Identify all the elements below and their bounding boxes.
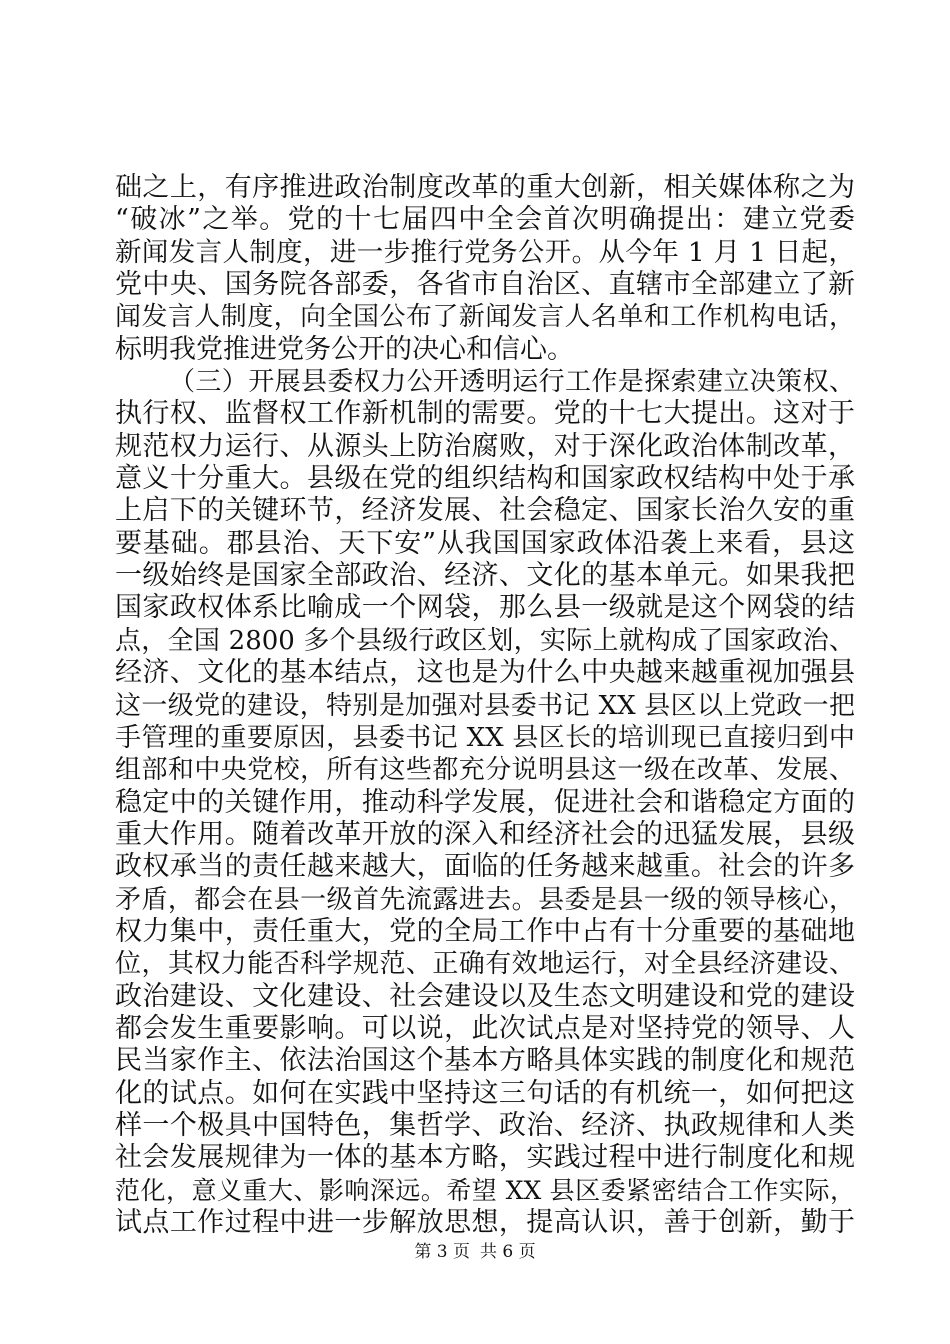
- page-total: 共 6 页: [480, 1242, 536, 1262]
- text-line: （三）开展县委权力公开透明运行工作是探索建立决策权、: [169, 367, 855, 398]
- text-line: 标明我党推进党务公开的决心和信心。: [115, 333, 574, 365]
- text-line: 经济、文化的基本结点，这也是为什么中央越来越重视加强县: [115, 657, 855, 689]
- text-line: 闻发言人制度，向全国公布了新闻发言人名单和工作机构电话，: [115, 302, 855, 333]
- page-number: 第 3 页: [414, 1242, 470, 1262]
- text-line: 意义十分重大。县级在党的组织结构和国家政权结构中处于承: [115, 463, 855, 495]
- text-line: 一级始终是国家全部政治、经济、文化的基本单元。如果我把: [115, 560, 855, 592]
- text-line: 执行权、监督权工作新机制的需要。党的十七大提出。这对于: [115, 398, 855, 430]
- text-line: 础之上，有序推进政治制度改革的重大创新，相关媒体称之为: [115, 172, 855, 203]
- document-body: [115, 172, 855, 1239]
- text-line: “破冰”之举。党的十七届四中全会首次明确提出：建立党委: [115, 204, 855, 236]
- page-footer: [0, 1240, 950, 1264]
- text-line: 新闻发言人制度，进一步推行党务公开。从今年 1 月 1 日起，: [115, 236, 855, 268]
- text-line: 化的试点。如何在实践中坚持这三句话的有机统一，如何把这: [115, 1077, 855, 1109]
- text-line: 组部和中央党校，所有这些都充分说明县这一级在改革、发展、: [115, 755, 855, 786]
- text-line: 国家政权体系比喻成一个网袋，那么县一级就是这个网袋的结: [115, 592, 855, 624]
- text-line: 要基础。郡县治、天下安”从我国国家政体沿袭上来看，县这: [115, 527, 855, 559]
- text-line: 都会发生重要影响。可以说，此次试点是对坚持党的领导、人: [115, 1012, 855, 1044]
- text-line: 手管理的重要原因，县委书记 XX 县区长的培训现已直接归到中: [115, 722, 855, 753]
- text-line: 样一个极具中国特色，集哲学、政治、经济、执政规律和人类: [115, 1109, 855, 1141]
- text-line: 政治建设、文化建设、社会建设以及生态文明建设和党的建设: [115, 980, 855, 1012]
- text-line: 这一级党的建设，特别是加强对县委书记 XX 县区以上党政一把: [115, 690, 855, 721]
- text-line: 点，全国 2800 多个县级行政区划，实际上就构成了国家政治、: [115, 625, 855, 656]
- paragraph: [115, 366, 855, 1239]
- text-line: 政权承当的责任越来越大，面临的任务越来越重。社会的许多: [115, 851, 855, 883]
- text-line: 上启下的关键环节，经济发展、社会稳定、国家长治久安的重: [115, 495, 855, 527]
- paragraph: [115, 172, 855, 366]
- text-line: 权力集中，责任重大，党的全局工作中占有十分重要的基础地: [115, 915, 855, 947]
- text-line: 民当家作主、依法治国这个基本方略具体实践的制度化和规范: [115, 1045, 855, 1077]
- text-line: 范化，意义重大、影响深远。希望 XX 县区委紧密结合工作实际，: [115, 1175, 855, 1205]
- text-line: 稳定中的关键作用，推动科学发展，促进社会和谐稳定方面的: [115, 786, 855, 818]
- text-line: 位，其权力能否科学规范、正确有效地运行，对全县经济建设、: [115, 949, 855, 980]
- text-line: 党中央、国务院各部委，各省市自治区、直辖市全部建立了新: [115, 269, 855, 301]
- text-line: 矛盾，都会在县一级首先流露进去。县委是县一级的领导核心，: [115, 884, 855, 915]
- text-line: 社会发展规律为一体的基本方略，实践过程中进行制度化和规: [115, 1142, 855, 1174]
- text-line: 规范权力运行、从源头上防治腐败，对于深化政治体制改革，: [115, 430, 855, 462]
- text-line: 重大作用。随着改革开放的深入和经济社会的迅猛发展，县级: [115, 818, 855, 850]
- text-line: 试点工作过程中进一步解放思想，提高认识，善于创新，勤于: [115, 1207, 855, 1238]
